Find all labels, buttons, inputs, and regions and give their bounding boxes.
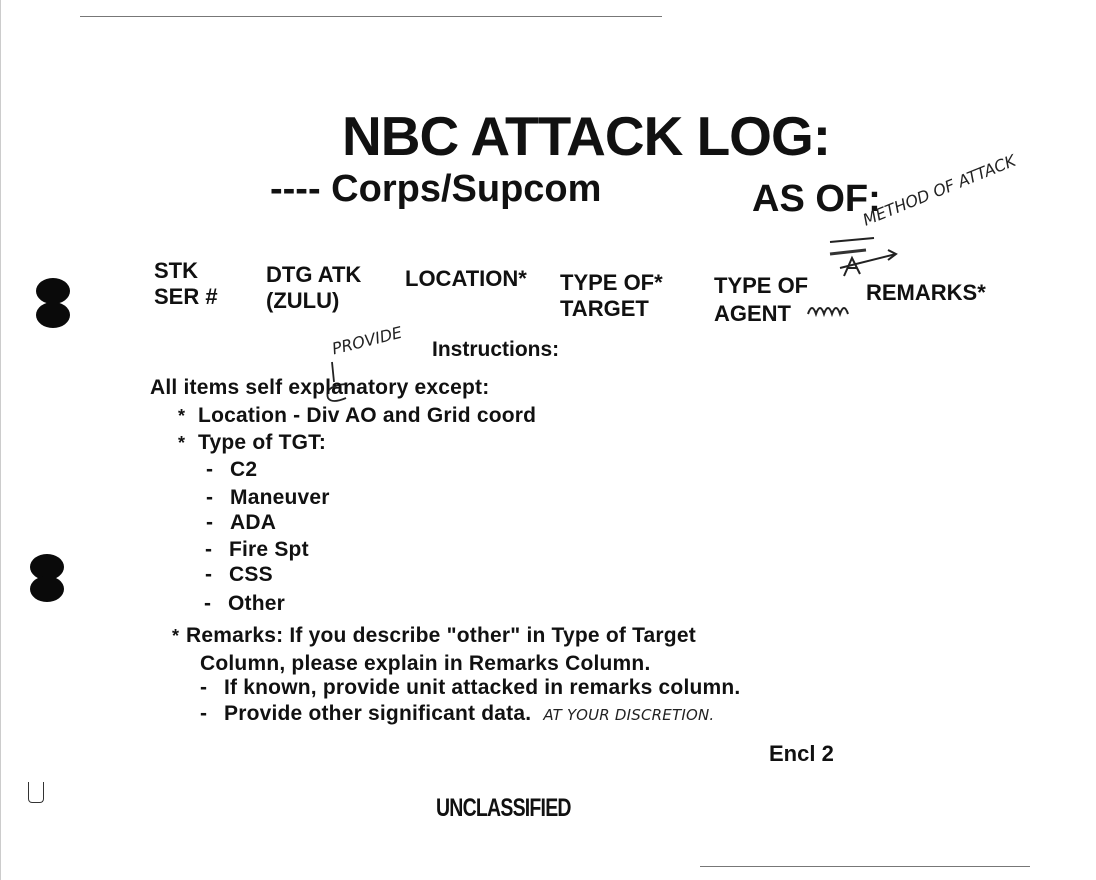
dash-icon: - — [206, 458, 214, 481]
handwritten-arrow-icon — [826, 228, 906, 278]
bullet-icon: * — [178, 433, 186, 453]
as-of-label: AS OF: — [752, 178, 881, 220]
target-type-maneuver: - Maneuver — [206, 486, 330, 509]
remarks-item — [172, 622, 696, 678]
instructions-heading: Instructions: — [432, 338, 560, 361]
dash-icon: - — [200, 702, 208, 725]
column-header-stk-ser: STK SER # — [154, 258, 218, 309]
scan-edge-bottom — [700, 866, 1030, 867]
dash-icon: - — [206, 486, 214, 509]
bullet-icon: * — [172, 626, 180, 646]
binder-hole-top-a — [36, 278, 70, 304]
remarks-line-1: Remarks: If you describe "other" in Type of Target — [186, 624, 696, 647]
column-header-type-of-target: TYPE OF* TARGET — [560, 270, 663, 321]
location-item — [178, 404, 536, 428]
binder-hole-mid-b — [30, 576, 64, 602]
target-type-c2: - C2 — [206, 458, 258, 481]
column-header-location: LOCATION* — [405, 266, 527, 291]
dash-icon: - — [204, 592, 212, 615]
column-header-dtg-atk: DTG ATK (ZULU) — [266, 262, 362, 313]
target-type-css: - CSS — [205, 563, 273, 586]
column-header-remarks: REMARKS* — [866, 280, 986, 305]
location-item-text: Location - Div AO and Grid coord — [198, 404, 537, 427]
enclosure-label: Encl 2 — [769, 741, 834, 766]
scribble-icon — [806, 298, 850, 322]
dash-icon: - — [205, 538, 213, 561]
page-title: NBC ATTACK LOG: — [342, 105, 831, 167]
remarks-sub-other-data: - Provide other significant data. AT YOUR DISCRETION. — [200, 702, 715, 725]
margin-mark — [28, 782, 44, 803]
scan-edge-left — [0, 0, 1, 880]
instructions-intro: All items self explanatory except: — [150, 376, 490, 399]
column-header-type-of-agent: TYPE OF AGENT — [714, 273, 809, 326]
dash-icon: - — [205, 563, 213, 586]
corps-supcom-label: ---- Corps/Supcom — [270, 168, 602, 210]
scan-edge-top — [80, 16, 662, 17]
binder-hole-top-b — [36, 302, 70, 328]
handwritten-method-of-attack: METHOD OF ATTACK — [860, 150, 1019, 230]
dash-icon: - — [200, 676, 208, 699]
type-of-target-item — [178, 431, 326, 455]
target-type-other: - Other — [204, 592, 286, 615]
handwritten-provide: PROVIDE — [330, 322, 404, 359]
remarks-line-2: Column, please explain in Remarks Column. — [200, 652, 651, 675]
handwritten-discretion: AT YOUR DISCRETION. — [543, 706, 715, 724]
classification-stamp: UNCLASSIFIED — [436, 794, 571, 822]
target-type-ada: - ADA — [206, 511, 277, 534]
target-type-fire-spt: - Fire Spt — [205, 538, 309, 561]
dash-icon: - — [206, 511, 214, 534]
type-of-target-item-text: Type of TGT: — [198, 431, 327, 454]
remarks-sub-known-unit: - If known, provide unit attacked in remarks column. — [200, 676, 741, 699]
bullet-icon: * — [178, 406, 186, 426]
